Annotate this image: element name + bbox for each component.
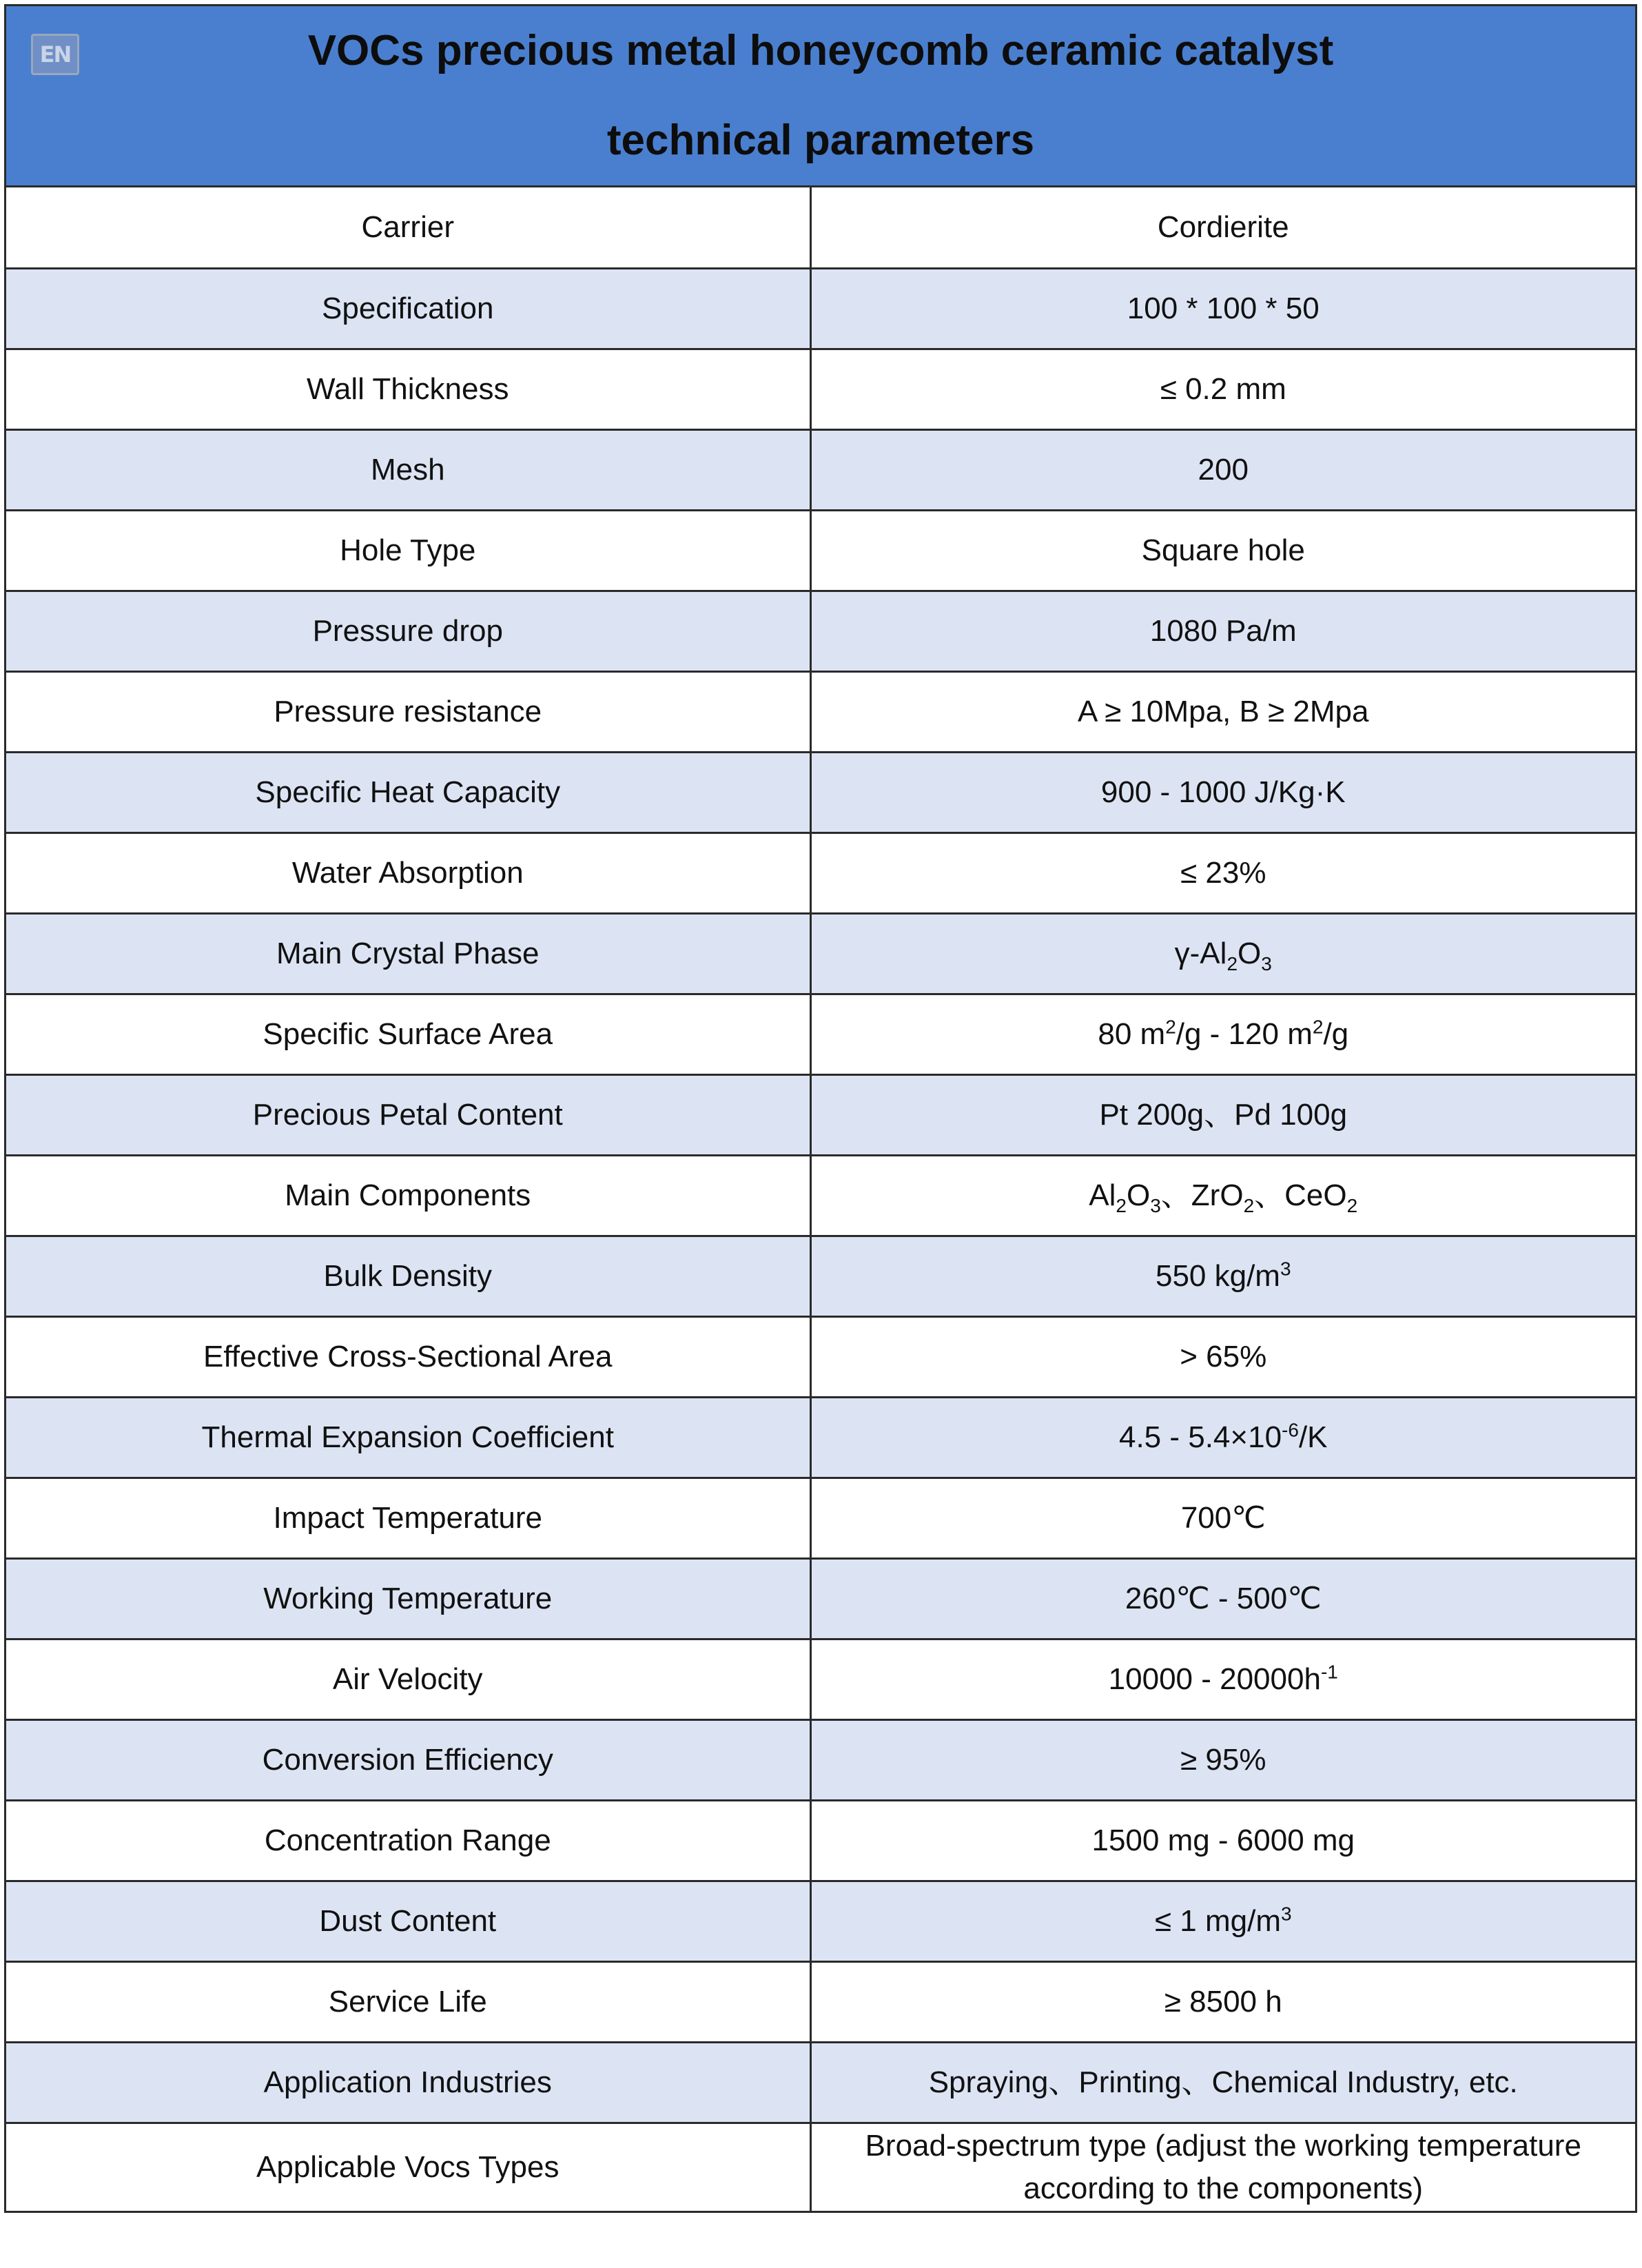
parameter-value	[810, 429, 1635, 510]
parameter-name: Pressure drop	[6, 591, 810, 671]
value-text: > 65%	[1180, 1339, 1267, 1373]
parameter-value	[810, 1881, 1635, 1961]
parameter-value	[810, 2042, 1635, 2123]
table-row	[6, 1558, 1635, 1639]
value-superscript: 2	[1312, 1015, 1324, 1037]
parameter-value	[810, 187, 1635, 268]
parameter-value	[810, 913, 1635, 994]
parameter-name: Specific Surface Area	[6, 994, 810, 1074]
parameter-name: Service Life	[6, 1961, 810, 2042]
value-superscript: 3	[1281, 1902, 1292, 1924]
value-superscript: 2	[1165, 1015, 1176, 1037]
parameter-value	[810, 1639, 1635, 1719]
table-row	[6, 1155, 1635, 1236]
parameter-name: Application Industries	[6, 2042, 810, 2123]
value-text: 260℃ - 500℃	[1125, 1581, 1322, 1615]
parameter-name: Impact Temperature	[6, 1478, 810, 1558]
value-text: A ≥ 10Mpa, B ≥ 2Mpa	[1077, 694, 1369, 728]
parameter-name: Hole Type	[6, 510, 810, 591]
parameter-name: Main Crystal Phase	[6, 913, 810, 994]
value-text: ≤ 1 mg/m	[1154, 1903, 1281, 1938]
parameter-name: Main Components	[6, 1155, 810, 1236]
value-text: ≤ 0.2 mm	[1160, 371, 1286, 406]
parameter-name: Mesh	[6, 429, 810, 510]
table-row	[6, 1478, 1635, 1558]
parameter-name: Specific Heat Capacity	[6, 752, 810, 832]
parameter-name: Working Temperature	[6, 1558, 810, 1639]
parameter-value	[810, 1478, 1635, 1558]
value-text: ≥ 95%	[1180, 1742, 1266, 1777]
table-row	[6, 591, 1635, 671]
parameter-name: Wall Thickness	[6, 349, 810, 429]
table-row	[6, 510, 1635, 591]
parameter-value	[810, 1558, 1635, 1639]
table-row	[6, 671, 1635, 752]
table-row	[6, 429, 1635, 510]
value-text: Pt 200g、Pd 100g	[1099, 1097, 1348, 1132]
value-text: Square hole	[1141, 533, 1305, 567]
parameters-table-body	[6, 187, 1635, 2211]
parameter-name: Specification	[6, 268, 810, 349]
value-text: 550 kg/m	[1155, 1258, 1280, 1293]
parameter-value	[810, 349, 1635, 429]
table-row	[6, 349, 1635, 429]
table-row	[6, 1800, 1635, 1881]
value-text: O	[1126, 1178, 1151, 1212]
table-row	[6, 913, 1635, 994]
title-bar	[6, 6, 1635, 187]
value-text: 900 - 1000 J/Kg·K	[1100, 775, 1346, 809]
table-row	[6, 1881, 1635, 1961]
table-row	[6, 1961, 1635, 2042]
value-text: 、ZrO	[1160, 1178, 1244, 1212]
parameter-name: Dust Content	[6, 1881, 810, 1961]
table-row	[6, 187, 1635, 268]
value-text: 1080 Pa/m	[1149, 613, 1297, 648]
value-subscript: 2	[1346, 1194, 1358, 1216]
value-superscript: -6	[1282, 1418, 1299, 1440]
value-text: 、CeO	[1254, 1178, 1347, 1212]
table-row	[6, 752, 1635, 832]
table-row	[6, 268, 1635, 349]
value-text: ≤ 23%	[1180, 855, 1266, 890]
parameter-name: Effective Cross-Sectional Area	[6, 1316, 810, 1397]
value-subscript: 3	[1150, 1194, 1161, 1216]
value-text: O	[1238, 936, 1262, 970]
table-row	[6, 1316, 1635, 1397]
page-title-line-1: VOCs precious metal honeycomb ceramic catalyst	[307, 27, 1334, 74]
parameter-value	[810, 1719, 1635, 1800]
parameter-value	[810, 268, 1635, 349]
parameter-value	[810, 2123, 1635, 2211]
page-title-line-2: technical parameters	[606, 116, 1035, 164]
value-text: 200	[1198, 452, 1249, 487]
parameter-name: Air Velocity	[6, 1639, 810, 1719]
parameter-value	[810, 1316, 1635, 1397]
parameter-value	[810, 510, 1635, 591]
value-text: 1500 mg - 6000 mg	[1091, 1823, 1355, 1857]
parameter-value	[810, 1236, 1635, 1316]
value-subscript: 2	[1116, 1194, 1127, 1216]
value-subscript: 2	[1243, 1194, 1255, 1216]
parameters-sheet	[4, 4, 1637, 2213]
parameter-value	[810, 752, 1635, 832]
table-row	[6, 1639, 1635, 1719]
table-row	[6, 1397, 1635, 1478]
parameter-value	[810, 1074, 1635, 1155]
value-text: 4.5 - 5.4×10	[1118, 1420, 1282, 1454]
parameter-value	[810, 591, 1635, 671]
value-text: /K	[1298, 1420, 1328, 1454]
value-superscript: -1	[1320, 1660, 1338, 1682]
value-text: 100 * 100 * 50	[1127, 291, 1320, 325]
value-text: 10000 - 20000h	[1108, 1662, 1321, 1696]
value-text: Al	[1089, 1178, 1116, 1212]
value-superscript: 3	[1280, 1257, 1291, 1279]
parameter-value	[810, 832, 1635, 913]
value-subscript: 2	[1227, 952, 1238, 974]
parameter-name: Thermal Expansion Coefficient	[6, 1397, 810, 1478]
parameter-value	[810, 994, 1635, 1074]
table-row	[6, 994, 1635, 1074]
parameter-name: Pressure resistance	[6, 671, 810, 752]
parameters-table	[6, 187, 1635, 2211]
table-row	[6, 1719, 1635, 1800]
table-row	[6, 1074, 1635, 1155]
parameter-name: Applicable Vocs Types	[6, 2123, 810, 2211]
value-subscript: 3	[1261, 952, 1272, 974]
value-text: Cordierite	[1157, 210, 1289, 244]
parameter-name: Precious Petal Content	[6, 1074, 810, 1155]
table-row	[6, 2042, 1635, 2123]
table-row	[6, 1236, 1635, 1316]
parameter-name: Carrier	[6, 187, 810, 268]
table-row	[6, 2123, 1635, 2211]
value-text: 700℃	[1180, 1500, 1266, 1535]
parameter-value	[810, 1800, 1635, 1881]
value-text: /g	[1323, 1016, 1349, 1051]
value-text: γ-Al	[1174, 936, 1227, 970]
parameter-value	[810, 1397, 1635, 1478]
parameter-value	[810, 671, 1635, 752]
parameter-name: Water Absorption	[6, 832, 810, 913]
parameter-value	[810, 1155, 1635, 1236]
table-row	[6, 832, 1635, 913]
parameter-name: Conversion Efficiency	[6, 1719, 810, 1800]
en-logo-icon: EN	[31, 34, 79, 75]
value-text: 80 m	[1098, 1016, 1166, 1051]
parameter-name: Bulk Density	[6, 1236, 810, 1316]
parameter-name: Concentration Range	[6, 1800, 810, 1881]
value-text: Broad-spectrum type (adjust the working temperature according to the components)	[865, 2128, 1581, 2205]
value-text: Spraying、Printing、Chemical Industry, etc.	[928, 2065, 1518, 2099]
value-text: ≥ 8500 h	[1164, 1984, 1282, 2019]
value-text: /g - 120 m	[1176, 1016, 1313, 1051]
parameter-value	[810, 1961, 1635, 2042]
